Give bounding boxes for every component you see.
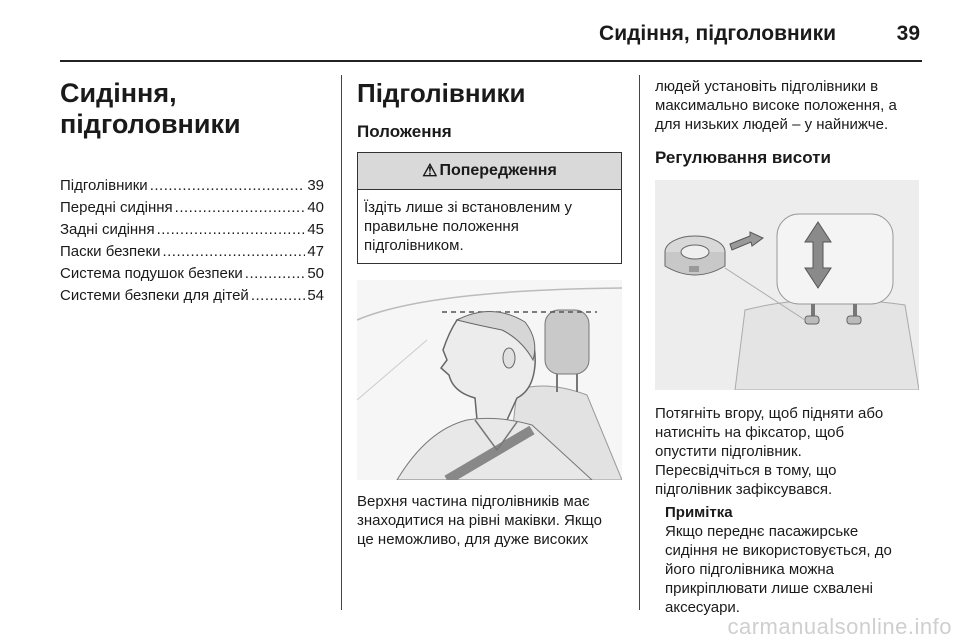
paragraph-line: Потягніть вгору, щоб підняти або (655, 405, 884, 422)
note-title: Примітка (665, 504, 733, 521)
chapter-title-line2: підголовники (60, 109, 241, 139)
toc-entry-label: Паски безпеки (60, 243, 161, 260)
toc-entry-label: Система подушок безпеки (60, 265, 243, 282)
warning-header (358, 153, 621, 190)
paragraph-line: людей установіть підголівники в (655, 78, 879, 95)
chapter-title (60, 78, 324, 140)
paragraph-line: Пересвідчіться в тому, що (655, 462, 837, 479)
toc-entry[interactable] (60, 219, 324, 241)
header-rule (60, 60, 922, 62)
watermark: carmanualsonline.info (727, 614, 952, 639)
toc-entry-label: Передні сидіння (60, 199, 173, 216)
paragraph-line: Верхня частина підголівників має (357, 493, 590, 510)
chapter-column (60, 70, 324, 307)
table-of-contents (60, 175, 324, 307)
section-column (357, 70, 622, 549)
toc-leader-dots (157, 219, 306, 241)
paragraph-line: це неможливо, для дуже високих (357, 531, 589, 548)
section-subtitle: Положення (357, 122, 452, 141)
paragraph-line: підголівник зафіксувався. (655, 481, 833, 498)
toc-leader-dots (162, 241, 305, 263)
toc-entry[interactable] (60, 175, 324, 197)
height-adjustment-title: Регулювання висоти (655, 148, 831, 167)
headrest-height-illustration (655, 180, 919, 390)
adjustment-column (655, 77, 919, 617)
toc-entry[interactable] (60, 263, 324, 285)
toc-entry-label: Системи безпеки для дітей (60, 287, 249, 304)
paragraph-line: натисніть на фіксатор, щоб (655, 424, 845, 441)
paragraph-line: для низьких людей – у найнижче. (655, 116, 889, 133)
toc-entry[interactable] (60, 197, 324, 219)
section-paragraph (357, 492, 622, 549)
warning-triangle-icon: ⚠ (422, 161, 438, 180)
toc-entry-page: 50 (307, 265, 324, 282)
section-title: Підголівники (357, 78, 526, 108)
page-number: 39 (896, 22, 920, 45)
note-block (665, 503, 919, 617)
warning-text-line: підголівником. (364, 237, 464, 254)
toc-entry-page: 45 (307, 221, 324, 238)
height-adjustment-paragraph (655, 404, 919, 499)
toc-leader-dots (150, 175, 306, 197)
toc-leader-dots (245, 263, 306, 285)
note-line: сидіння не використовується, до (665, 542, 892, 559)
note-line: прикріплювати лише схвалені (665, 580, 873, 597)
toc-entry-page: 47 (307, 243, 324, 260)
warning-title: Попередження (439, 162, 557, 179)
paragraph-line: знаходитися на рівні маківки. Якщо (357, 512, 602, 529)
toc-entry-label: Підголівники (60, 177, 148, 194)
paragraph-line: опустити підголівник. (655, 443, 802, 460)
column-divider-2 (639, 75, 640, 610)
toc-leader-dots (251, 285, 306, 307)
continued-paragraph (655, 77, 919, 134)
page-header-title: Сидіння, підголовники (599, 22, 836, 45)
warning-text-line: Їздіть лише зі встановленим у (364, 199, 573, 216)
warning-text-line: правильне положення (364, 218, 519, 235)
toc-entry-page: 54 (307, 287, 324, 304)
chapter-title-line1: Сидіння, (60, 78, 177, 108)
warning-body (358, 190, 621, 263)
toc-entry-label: Задні сидіння (60, 221, 155, 238)
toc-entry[interactable] (60, 241, 324, 263)
toc-entry[interactable] (60, 285, 324, 307)
toc-entry-page: 40 (307, 199, 324, 216)
column-divider-1 (341, 75, 342, 610)
note-line: його підголівника можна (665, 561, 834, 578)
headrest-position-illustration (357, 280, 622, 480)
warning-box (357, 152, 622, 264)
note-line: Якщо переднє пасажирське (665, 523, 859, 540)
toc-entry-page: 39 (307, 177, 324, 194)
toc-leader-dots (175, 197, 306, 219)
paragraph-line: максимально високе положення, а (655, 97, 897, 114)
note-line: аксесуари. (665, 599, 740, 616)
